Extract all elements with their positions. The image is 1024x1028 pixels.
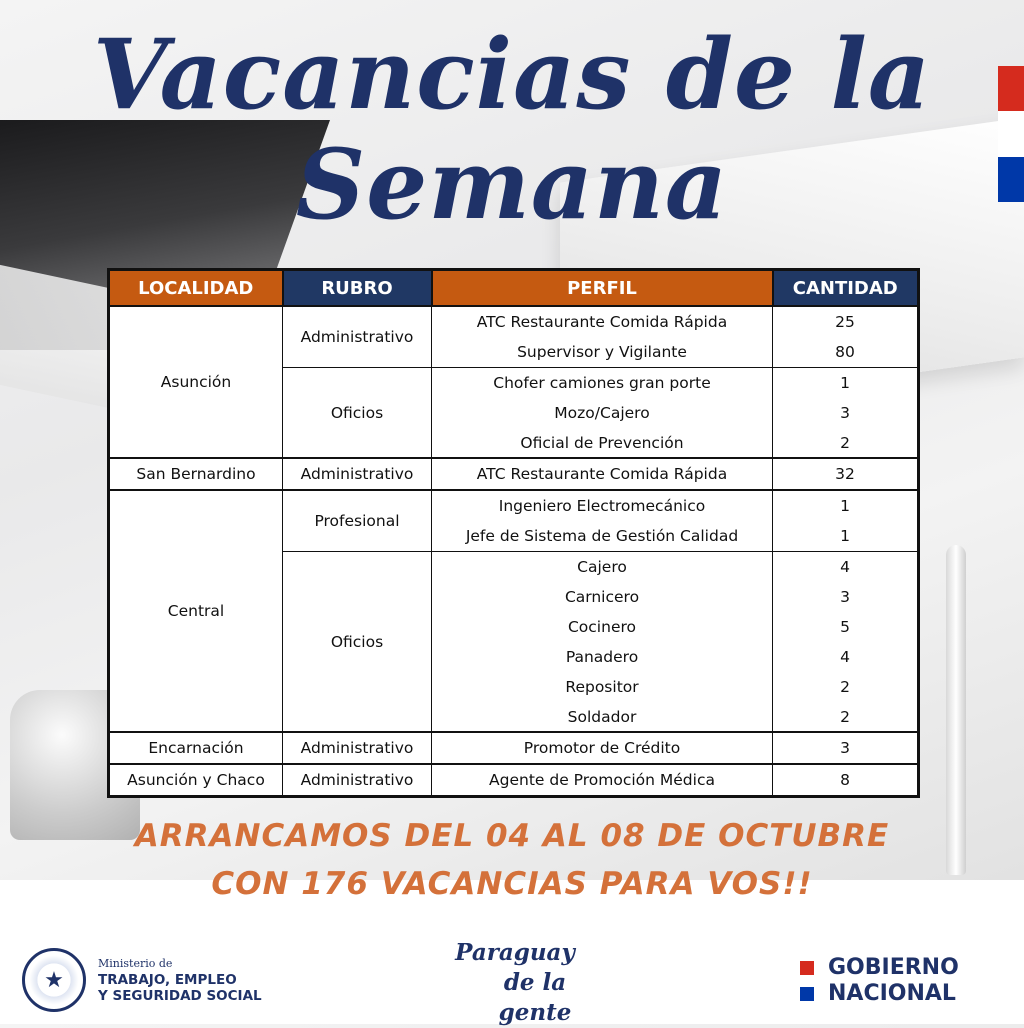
cell-cantidad: 25 xyxy=(773,306,919,337)
cell-perfil: Oficial de Prevención xyxy=(520,433,684,452)
cell-localidad: Encarnación xyxy=(109,732,283,764)
title-line-1: Vacancias de la xyxy=(92,18,932,131)
cell-rubro: Oficios xyxy=(283,552,432,733)
cell-perfil: Ingeniero Electromecánico xyxy=(432,490,773,521)
cell-cantidad: 3 xyxy=(773,398,919,428)
cell-perfil: ATC Restaurante Comida Rápida xyxy=(432,306,773,337)
header-perfil: PERFIL xyxy=(432,270,773,307)
cell-perfil: Chofer camiones gran porte xyxy=(432,367,773,397)
cell-cantidad: 2 xyxy=(773,702,919,733)
cell-cantidad: 8 xyxy=(773,764,919,796)
cell-perfil: Supervisor y Vigilante xyxy=(517,342,687,361)
vacancies-table xyxy=(107,268,920,798)
gob-line-1: GOBIERNO xyxy=(828,955,959,980)
title-line-2: Semana xyxy=(295,128,729,241)
header-localidad: LOCALIDAD xyxy=(109,270,283,307)
cell-cantidad: 4 xyxy=(773,552,919,582)
cell-perfil: Soldador xyxy=(567,707,637,726)
cell-localidad: San Bernardino xyxy=(109,458,283,490)
cell-cantidad: 4 xyxy=(773,642,919,672)
cell-perfil: Cocinero xyxy=(567,617,636,636)
cell-cantidad: 1 xyxy=(773,367,919,397)
ministry-name-line-1: TRABAJO, EMPLEO xyxy=(98,972,237,988)
ministry-text xyxy=(98,956,262,1004)
cell-cantidad: 32 xyxy=(773,458,919,490)
table-row xyxy=(109,732,919,764)
ministry-small-label: Ministerio de xyxy=(98,957,173,970)
cell-cantidad: 2 xyxy=(773,672,919,702)
cta-line-2: CON 176 VACANCIAS PARA VOS!! xyxy=(211,866,813,902)
table-row xyxy=(109,306,919,337)
cell-cantidad: 2 xyxy=(773,428,919,459)
header-cantidad: CANTIDAD xyxy=(773,270,919,307)
header-rubro: RUBRO xyxy=(283,270,432,307)
cell-cantidad: 80 xyxy=(773,337,919,367)
cell-cantidad: 3 xyxy=(773,582,919,612)
gobierno-nacional-logo xyxy=(800,955,959,1007)
cell-cantidad: 3 xyxy=(773,732,919,764)
table-row xyxy=(109,764,919,796)
cta-line-1: ARRANCAMOS DEL 04 AL 08 DE OCTUBRE xyxy=(134,818,890,854)
cell-rubro: Administrativo xyxy=(283,764,432,796)
cell-perfil: Agente de Promoción Médica xyxy=(432,764,773,796)
cell-rubro: Administrativo xyxy=(283,732,432,764)
table-row xyxy=(109,458,919,490)
seal-icon: ★ xyxy=(22,948,86,1012)
cell-perfil: Jefe de Sistema de Gestión Calidad xyxy=(465,527,739,546)
cell-rubro: Oficios xyxy=(283,367,432,458)
cell-rubro: Administrativo xyxy=(283,306,432,367)
cell-localidad: Central xyxy=(109,490,283,732)
ministry-logo xyxy=(22,948,262,1012)
ministry-name-line-2: Y SEGURIDAD SOCIAL xyxy=(98,988,262,1004)
cell-rubro: Administrativo xyxy=(283,458,432,490)
cell-perfil: Panadero xyxy=(565,647,639,666)
slogan-line-1: Paraguay xyxy=(455,939,575,966)
blue-square-icon xyxy=(800,987,814,1001)
slogan-line-2: de la gente xyxy=(498,969,572,1026)
cell-localidad: Asunción y Chaco xyxy=(109,764,283,796)
gob-line-2: NACIONAL xyxy=(828,981,956,1006)
cell-perfil: Mozo/Cajero xyxy=(554,403,650,422)
slogan-logo xyxy=(430,938,600,1028)
cell-perfil: Cajero xyxy=(432,552,773,582)
cell-rubro: Profesional xyxy=(283,490,432,551)
cell-cantidad: 5 xyxy=(773,612,919,642)
cell-perfil: Promotor de Crédito xyxy=(432,732,773,764)
table-header-row xyxy=(109,270,919,307)
red-square-icon xyxy=(800,961,814,975)
cell-perfil: Carnicero xyxy=(564,587,640,606)
cell-perfil: Repositor xyxy=(565,677,639,696)
cell-perfil: ATC Restaurante Comida Rápida xyxy=(432,458,773,490)
cell-localidad: Asunción xyxy=(109,306,283,458)
table-row xyxy=(109,490,919,521)
cell-cantidad: 1 xyxy=(773,521,919,551)
cell-cantidad: 1 xyxy=(773,490,919,521)
